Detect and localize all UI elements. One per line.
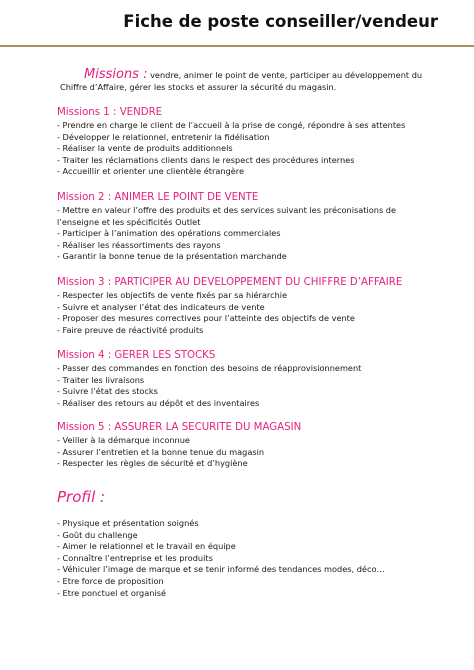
- profil-heading: Profil :: [57, 488, 106, 506]
- list-item: - Aimer le relationnel et le travail en équipe: [57, 541, 236, 552]
- mission-heading: Missions 1 : VENDRE: [57, 107, 163, 118]
- list-item: - Accueillir et orienter une clientèle étrangère: [57, 166, 244, 177]
- list-item: - Physique et présentation soignés: [57, 518, 199, 528]
- list-item: - Suivre l’état des stocks: [57, 386, 158, 397]
- header-divider: [0, 45, 474, 47]
- list-item: - Goût du challenge: [57, 529, 138, 540]
- list-item: - Respecter les objectifs de vente fixés par sa hiérarchie: [57, 290, 288, 300]
- mission-heading: Mission 5 : ASSURER LA SECURITE DU MAGASIN: [57, 422, 302, 433]
- list-item: - Traiter les réclamations clients dans le respect des procédures internes: [57, 154, 355, 165]
- list-item: - Participer à l’animation des opérations commerciales: [57, 228, 281, 239]
- page-title: Fiche de poste conseiller/vendeur: [123, 12, 438, 31]
- intro-text: vendre, animer le point de vente, participer au développement du Chiffre d’Affaire, gérer les stocks et assurer la sécurité du magasin.: [60, 70, 423, 92]
- mission-2: [57, 191, 432, 263]
- list-item: - Connaître l’entreprise et les produits: [57, 552, 213, 563]
- mission-4: [57, 349, 432, 409]
- list-item: - Prendre en charge le client de l’accueil à la prise de congé, répondre à ses attentes: [57, 120, 406, 130]
- list-item: - Véhiculer l’image de marque et se tenir informé des tendances modes, déco…: [57, 564, 385, 575]
- list-item: - Etre force de proposition: [57, 575, 164, 586]
- mission-5: [57, 421, 432, 470]
- profil-list: [57, 518, 432, 599]
- list-item: - Proposer des mesures correctives pour l’atteinte des objectifs de vente: [57, 313, 355, 324]
- mission-heading: Mission 2 : ANIMER LE POINT DE VENTE: [57, 192, 259, 203]
- intro-lead: Missions :: [84, 67, 148, 82]
- list-item: - Réaliser des retours au dépôt et des inventaires: [57, 397, 260, 408]
- list-item: - Mettre en valeur l’offre des produits et des services suivant les préconisations de l’enseigne et les spécificités Outlet: [57, 205, 397, 227]
- list-item: - Etre ponctuel et organisé: [57, 587, 167, 598]
- list-item: - Développer le relationnel, entretenir la fidélisation: [57, 131, 270, 142]
- mission-1: [57, 106, 432, 178]
- list-item: - Traiter les livraisons: [57, 374, 145, 385]
- list-item: - Garantir la bonne tenue de la présentation marchande: [57, 251, 287, 262]
- mission-heading: Mission 3 : PARTICIPER AU DEVELOPPEMENT DU CHIFFRE D’AFFAIRE: [57, 277, 403, 288]
- list-item: - Assurer l’entretien et la bonne tenue du magasin: [57, 446, 265, 457]
- list-item: - Veiller à la démarque inconnue: [57, 435, 190, 445]
- mission-heading: Mission 4 : GERER LES STOCKS: [57, 350, 216, 361]
- list-item: - Réaliser les réassortiments des rayons: [57, 239, 221, 250]
- list-item: - Passer des commandes en fonction des besoins de réapprovisionnement: [57, 363, 362, 373]
- mission-3: [57, 276, 432, 336]
- list-item: - Respecter les règles de sécurité et d’hygiène: [57, 458, 248, 469]
- intro-paragraph: [60, 69, 430, 93]
- list-item: - Réaliser la vente de produits additionnels: [57, 143, 233, 154]
- list-item: - Suivre et analyser l’état des indicateurs de vente: [57, 301, 265, 312]
- list-item: - Faire preuve de réactivité produits: [57, 324, 204, 335]
